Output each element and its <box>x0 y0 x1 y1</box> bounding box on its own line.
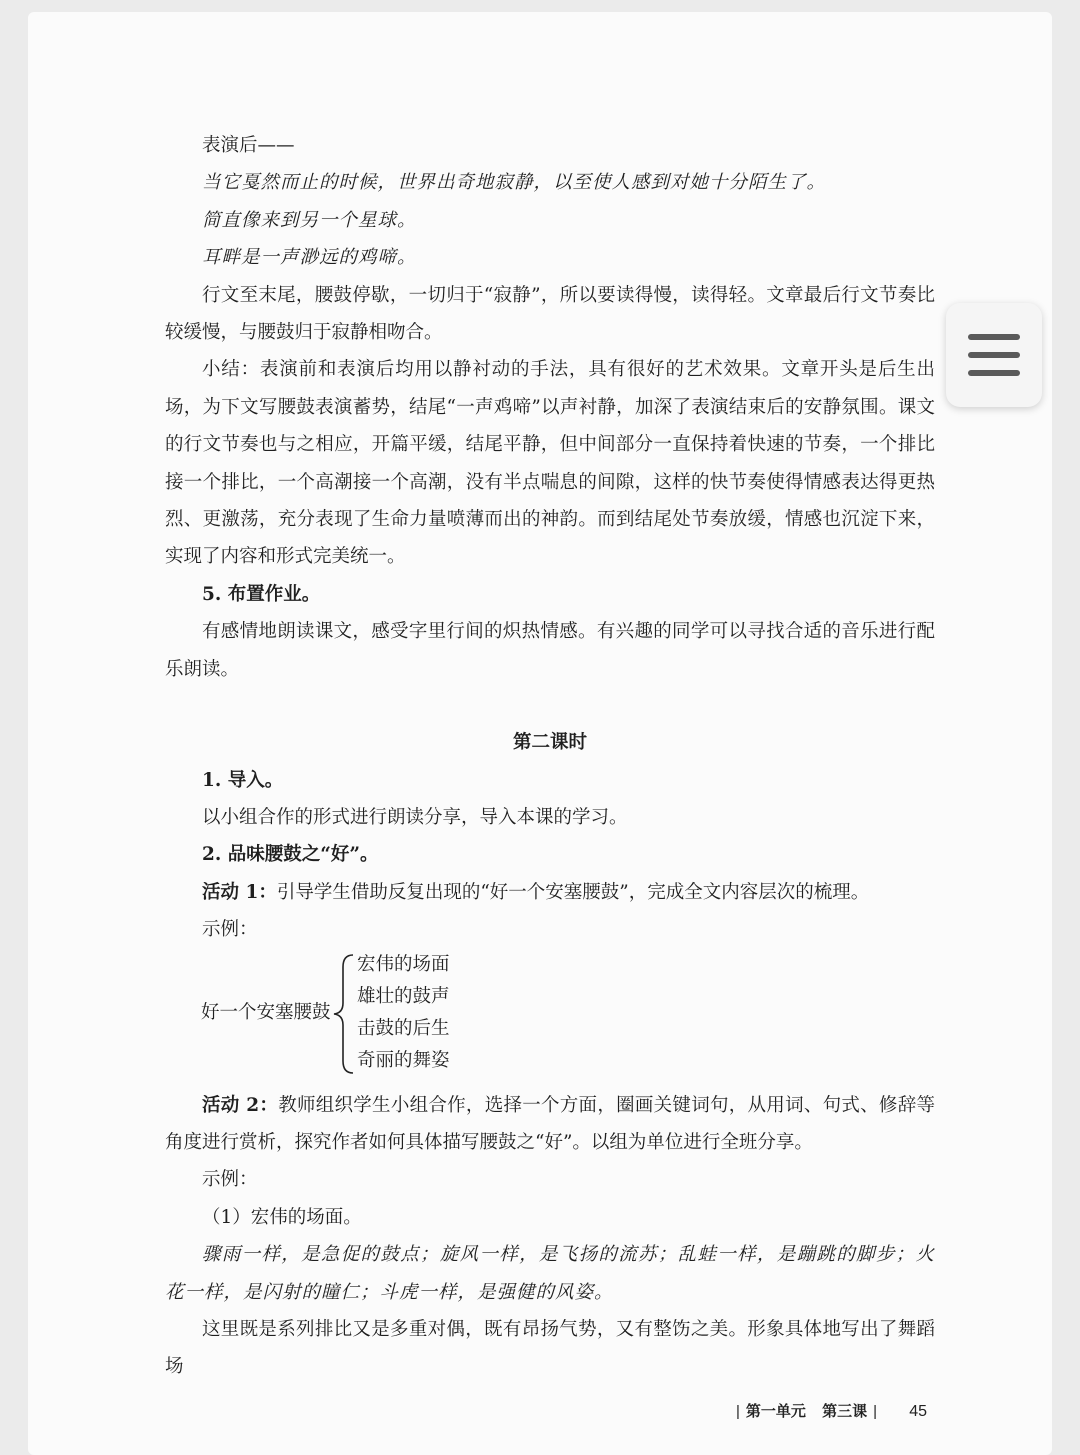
diagram-branch: 宏伟的场面 <box>357 953 450 975</box>
paragraph-summary: 小结：表演前和表演后均用以静衬动的手法，具有很好的艺术效果。文章开头是后生出场，为下文写腰鼓表演蓄势，结尾“一声鸡啼”以声衬静，加深了表演结束后的安静氛围。课文的行文节奏也与之相应，开篇平缓，结尾平静，但中间部分一直保持着快速的节奏，一个排比接一个排比，一个高潮接一个高潮，没有半点喘息的间隙，这样的快节奏使得情感表达得更热烈、更激荡，充分表现了生命力量喷薄而出的神韵。而到结尾处节奏放缓，情感也沉淀下来，实现了内容和形式完美统一。 <box>165 359 935 568</box>
paragraph-grand-scene-analysis: 这里既是系列排比又是多重对偶，既有昂扬气势，又有整饬之美。形象具体地写出了舞蹈场 <box>165 1318 935 1378</box>
paragraph-intro: 以小组合作的形式进行朗读分享，导入本课的学习。 <box>202 806 628 828</box>
subheading-grand-scene: （1）宏伟的场面。 <box>202 1206 362 1228</box>
paragraph-after-performance-heading: 表演后—— <box>202 135 295 156</box>
footer-lesson: 第三课 <box>822 1403 868 1420</box>
step-2-heading: 2. 品味腰鼓之“好”。 <box>202 844 379 866</box>
activity-1-text: 引导学生借助反复出现的“好一个安塞腰鼓”，完成全文内容层次的梳理。 <box>276 881 870 903</box>
document-page <box>28 12 1052 1455</box>
quote-line-3: 耳畔是一声渺远的鸡啼。 <box>202 247 417 269</box>
diagram-branch: 击鼓的后生 <box>357 1017 450 1039</box>
menu-button[interactable] <box>946 303 1042 407</box>
diagram-branch: 雄壮的鼓声 <box>357 985 450 1007</box>
page-content <box>165 127 935 1386</box>
section-title: 第二课时 <box>512 732 587 754</box>
diagram-branch: 奇丽的舞姿 <box>357 1049 450 1071</box>
hamburger-menu-icon <box>968 334 1020 340</box>
activity-2-text: 教师组织学生小组合作，选择一个方面，圈画关键词句，从用词、句式、修辞等角度进行赏析，探究作者如何具体描写腰鼓之“好”。以组为单位进行全班分享。 <box>165 1094 935 1153</box>
quote-line-2: 简直像来到另一个星球。 <box>202 209 417 231</box>
paragraph-ending-analysis: 行文至末尾，腰鼓停歇，一切归于“寂静”，所以要读得慢，读得轻。文章最后行文节奏比较缓慢，与腰鼓归于寂静相吻合。 <box>165 284 935 344</box>
activity-1-label: 活动 1： <box>202 881 277 903</box>
quote-grand-scene: 骤雨一样，是急促的鼓点；旋风一样，是飞扬的流苏；乱蛙一样，是蹦跳的脚步；火花一样，是闪射的瞳仁；斗虎一样，是强健的风姿。 <box>165 1244 935 1303</box>
page-number: 45 <box>909 1403 927 1420</box>
example-label-2: 示例： <box>202 1169 258 1191</box>
activity-2-label: 活动 2： <box>202 1094 279 1116</box>
page-footer: | 第一单元 第三课 | 45 <box>736 1403 927 1420</box>
quote-line-1: 当它戛然而止的时候，世界出奇地寂静，以至使人感到对她十分陌生了。 <box>202 172 827 194</box>
step-1-heading: 1. 导入。 <box>202 769 284 791</box>
diagram-root: 好一个安塞腰鼓 <box>201 1001 331 1023</box>
activity-1 <box>165 874 935 911</box>
example-label-1: 示例： <box>202 919 258 941</box>
structure-diagram <box>165 949 935 1079</box>
footer-unit: 第一单元 <box>745 1403 806 1420</box>
step-5-heading: 5. 布置作业。 <box>202 583 321 605</box>
paragraph-homework: 有感情地朗读课文，感受字里行间的炽热情感。有兴趣的同学可以寻找合适的音乐进行配乐朗读。 <box>165 621 935 680</box>
diagram-branches <box>357 949 450 1077</box>
activity-2 <box>165 1087 935 1162</box>
brace-icon <box>331 951 357 1077</box>
